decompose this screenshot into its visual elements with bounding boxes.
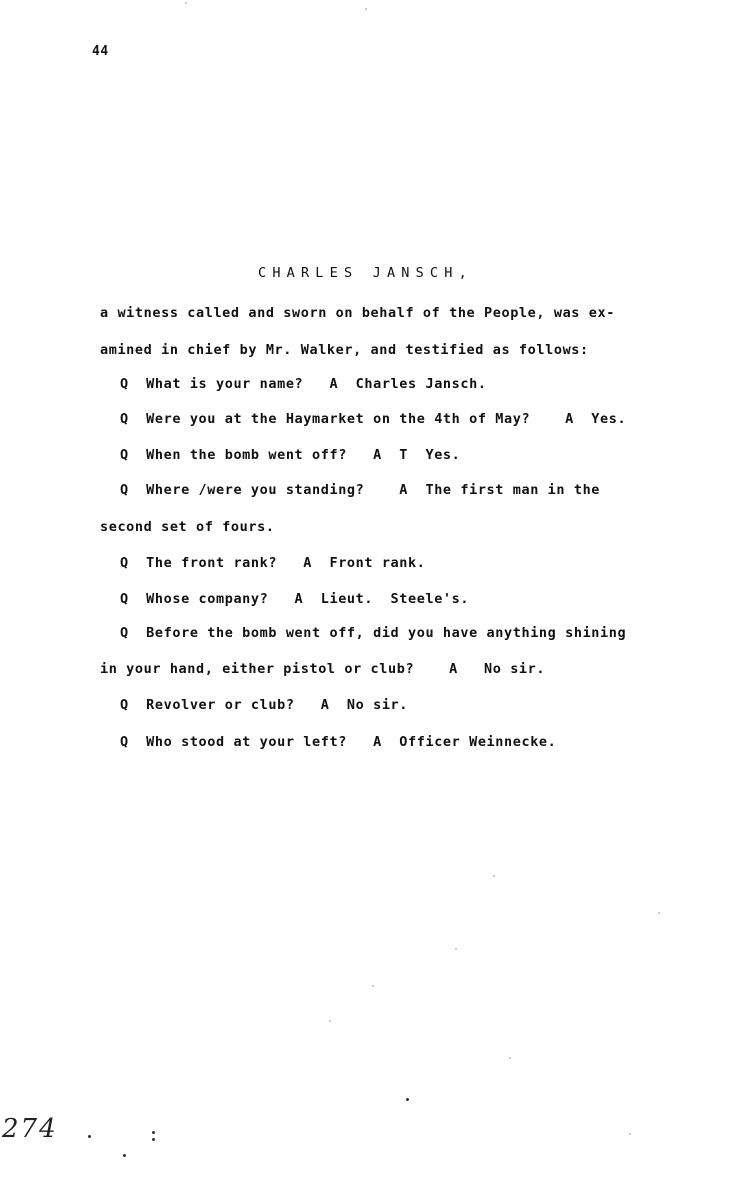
scan-speck	[329, 1020, 331, 1022]
testimony-line: Q When the bomb went off? A T Yes.	[120, 447, 461, 463]
intro-line: amined in chief by Mr. Walker, and testified as follows:	[100, 342, 589, 358]
testimony-line: Q Before the bomb went off, did you have anything shining	[120, 625, 627, 641]
scan-speck	[658, 912, 660, 914]
scan-speck	[365, 8, 367, 10]
scan-speck	[406, 1098, 409, 1101]
testimony-line: in your hand, either pistol or club? A No sir.	[100, 661, 546, 677]
testimony-line: Q Revolver or club? A No sir.	[120, 697, 409, 713]
intro-line: a witness called and sworn on behalf of the People, was ex-	[100, 305, 615, 321]
scan-speck	[509, 1057, 511, 1059]
scan-speck	[123, 1154, 126, 1157]
testimony-line: Q What is your name? A Charles Jansch.	[120, 376, 487, 392]
testimony-line: Q Who stood at your left? A Officer Weinnecke.	[120, 734, 557, 750]
witness-heading: CHARLES JANSCH,	[258, 265, 473, 281]
scan-speck	[88, 1135, 91, 1138]
scan-speck	[152, 1131, 155, 1134]
page-number: 44	[92, 44, 109, 59]
testimony-line: Q Whose company? A Lieut. Steele's.	[120, 591, 470, 607]
testimony-line: Q Were you at the Haymarket on the 4th of May? A Yes.	[120, 411, 627, 427]
scan-speck	[152, 1138, 155, 1141]
scan-speck	[455, 948, 457, 950]
handwritten-page-note: 274	[2, 1114, 58, 1144]
testimony-line: Q The front rank? A Front rank.	[120, 555, 426, 571]
scan-speck	[185, 2, 187, 4]
scan-speck	[493, 875, 495, 877]
scan-speck	[372, 985, 374, 987]
testimony-line: Q Where /were you standing? A The first man in the	[120, 482, 601, 498]
scan-speck	[629, 1133, 631, 1135]
testimony-line: second set of fours.	[100, 519, 275, 535]
